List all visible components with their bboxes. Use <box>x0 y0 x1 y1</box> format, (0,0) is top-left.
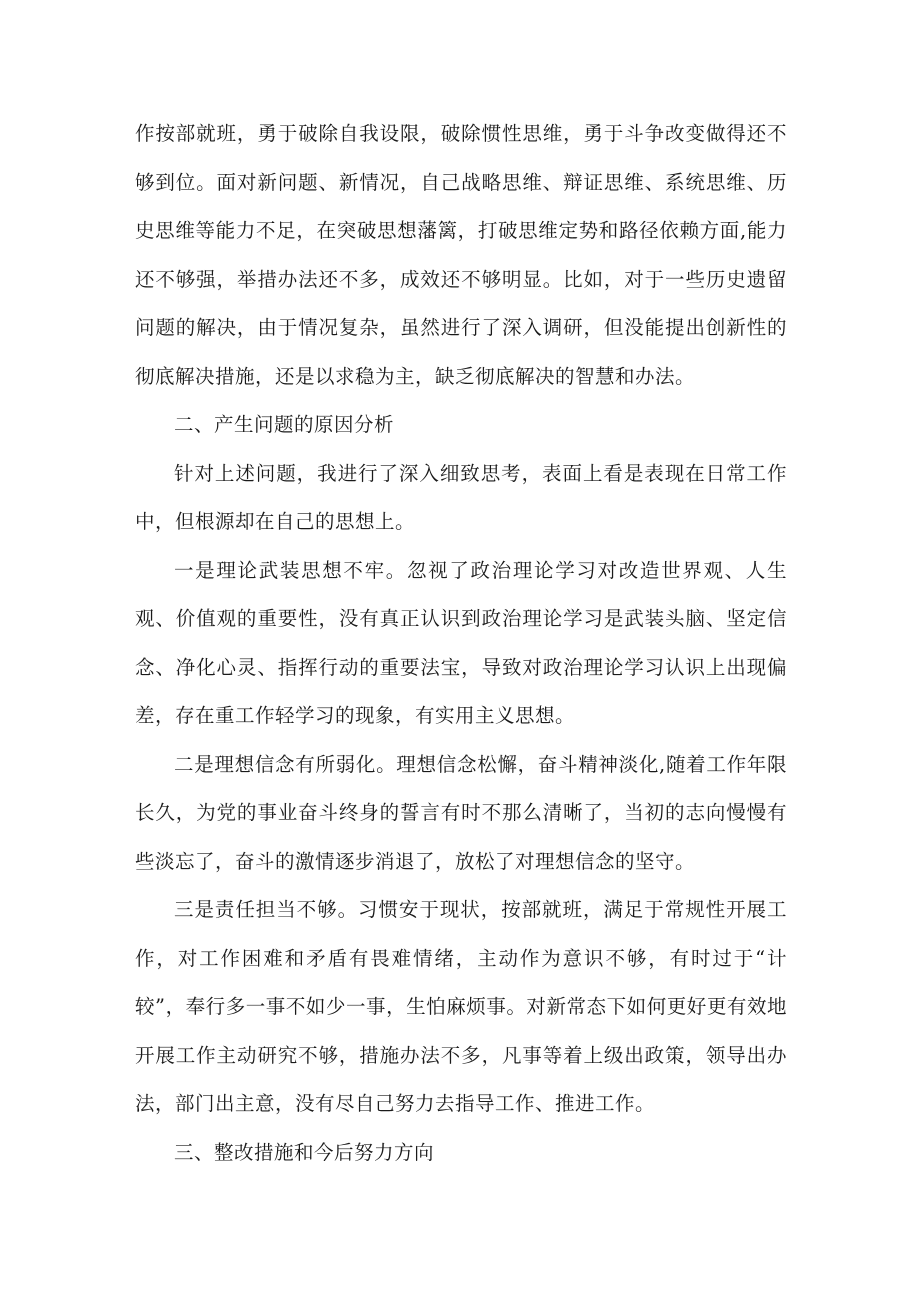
paragraph-intro-analysis: 针对上述问题，我进行了深入细致思考，表面上看是表现在日常工作中，但根源却在自己的思想上。 <box>135 461 787 533</box>
paragraph-responsibility: 三是责任担当不够。习惯安于现状，按部就班，满足于常规性开展工作，对工作困难和矛盾有畏难情绪，主动作为意识不够，有时过于“计较”，奉行多一事不如少一事，生怕麻烦事。对新常态下如何更好更有效地开展工作主动研究不够，措施办法不多，凡事等着上级出政策，领导出办法，部门出主意，没有尽自己努力去指导工作、推进工作。 <box>135 898 787 1115</box>
paragraph-ideals: 二是理想信念有所弱化。理想信念松懈，奋斗精神淡化,随着工作年限长久，为党的事业奋斗终身的誓言有时不那么清晰了，当初的志向慢慢有些淡忘了，奋斗的激情逐步消退了，放松了对理想信念的坚守。 <box>135 752 787 873</box>
document-body <box>135 110 787 1177</box>
paragraph-theory: 一是理论武装思想不牢。忽视了政治理论学习对改造世界观、人生观、价值观的重要性，没有真正认识到政治理论学习是武装头脑、坚定信念、净化心灵、指挥行动的重要法宝，导致对政治理论学习认识上出现偏差，存在重工作轻学习的现象，有实用主义思想。 <box>135 558 787 727</box>
section-heading-rectification: 三、整改措施和今后努力方向 <box>174 1140 435 1164</box>
paragraph-continuation: 作按部就班，勇于破除自我设限，破除惯性思维，勇于斗争改变做得还不够到位。面对新问题、新情况，自己战略思维、辩证思维、系统思维、历史思维等能力不足，在突破思想藩篱，打破思维定势和路径依赖方面,能力还不够强，举措办法还不多，成效还不够明显。比如，对于一些历史遗留问题的解决，由于情况复杂，虽然进行了深入调研，但没能提出创新性的彻底解决措施，还是以求稳为主，缺乏彻底解决的智慧和办法。 <box>135 122 787 388</box>
section-heading-cause-analysis: 二、产生问题的原因分析 <box>174 413 395 436</box>
